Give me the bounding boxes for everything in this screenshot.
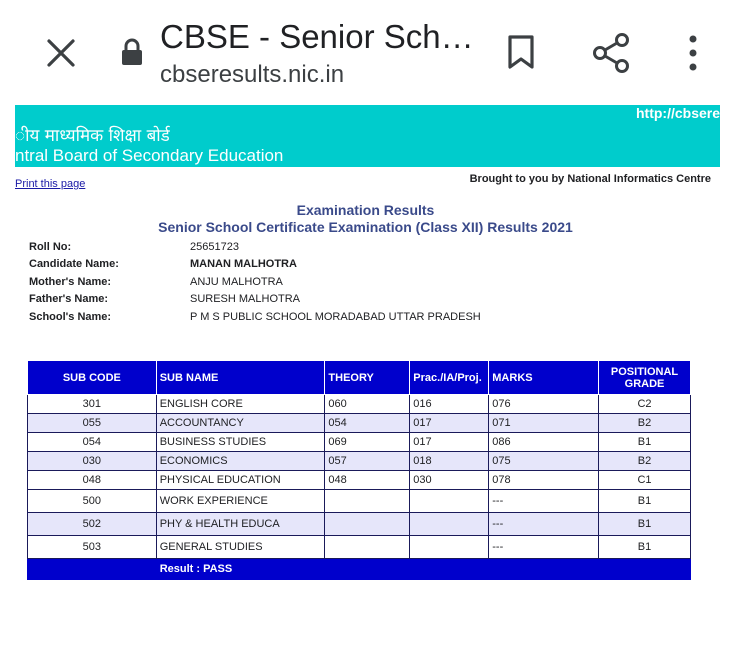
sub-code: 030 [28,452,157,471]
name-label: Candidate Name: [29,258,119,271]
marks: 071 [489,414,599,433]
sub-code: 502 [28,513,157,536]
header-grade: POSITIONAL GRADE [599,361,691,395]
more-vert-icon[interactable] [684,34,702,72]
practical [410,536,489,559]
marks-table [27,360,691,580]
theory [325,490,410,513]
page-title: CBSE - Senior Sch… [160,18,474,55]
sub-code: 500 [28,490,157,513]
practical [410,513,489,536]
sub-code: 054 [28,433,157,452]
exam-title: Examination Results [296,202,435,218]
grade: C2 [599,395,691,414]
mother-value: ANJU MALHOTRA [190,275,283,288]
sub-name: PHY & HEALTH EDUCA [156,513,325,536]
mother-label: Mother's Name: [29,275,112,288]
table-row [28,433,691,452]
grade: B1 [599,513,691,536]
grade: B1 [599,536,691,559]
father-row [29,291,481,309]
roll-row [29,238,481,256]
result-spacer [28,559,157,580]
sub-name: ENGLISH CORE [156,395,325,414]
grade: B1 [599,490,691,513]
sub-code: 503 [28,536,157,559]
grade: B2 [599,414,691,433]
banner-url: http://cbsere [635,105,720,121]
theory [325,513,410,536]
name-row [29,256,481,274]
name-value: MANAN MALHOTRA [190,258,297,271]
sub-name: ECONOMICS [156,452,325,471]
sub-name: BUSINESS STUDIES [156,433,325,452]
header-practical: Prac./IA/Proj. [410,361,489,395]
table-row [28,490,691,513]
table-row [28,452,691,471]
practical: 017 [410,433,489,452]
theory: 069 [325,433,410,452]
sub-code: 301 [28,395,157,414]
practical: 016 [410,395,489,414]
roll-value: 25651723 [190,240,239,253]
theory [325,536,410,559]
sub-code: 055 [28,414,157,433]
father-value: SURESH MALHOTRA [190,293,301,306]
header-marks: MARKS [489,361,599,395]
mother-row [29,273,481,291]
print-page-link[interactable]: Print this page [15,178,86,190]
page-url[interactable]: cbseresults.nic.in [160,61,345,88]
browser-toolbar [0,0,731,100]
table-row [28,536,691,559]
sub-name: WORK EXPERIENCE [156,490,325,513]
theory: 048 [325,471,410,490]
marks: --- [489,536,599,559]
marks: --- [489,513,599,536]
grade: B1 [599,433,691,452]
school-label: School's Name: [29,310,112,323]
table-header-row [28,361,691,395]
table-row [28,395,691,414]
practical [410,490,489,513]
practical: 018 [410,452,489,471]
father-label: Father's Name: [29,293,109,306]
banner-hindi-text: ीय माध्यमिक शिक्षा बोर्ड [15,126,170,146]
result-text: Result : PASS [156,559,690,580]
marks: 078 [489,471,599,490]
candidate-info [29,238,481,326]
exam-subtitle: Senior School Certificate Examination (Class XII) Results 2021 [158,219,573,235]
table-row [28,471,691,490]
grade: B2 [599,452,691,471]
header-sub-code: SUB CODE [28,361,157,395]
brought-by-text: Brought to you by National Informatics Centre [469,173,711,185]
sub-code: 048 [28,471,157,490]
marks: 086 [489,433,599,452]
cbse-banner [15,105,720,167]
marks: --- [489,490,599,513]
table-row [28,414,691,433]
school-value: P M S PUBLIC SCHOOL MORADABAD UTTAR PRADESH [190,310,481,323]
school-row [29,308,481,326]
close-icon[interactable] [44,36,78,70]
marks: 075 [489,452,599,471]
bookmark-icon[interactable] [506,34,536,70]
theory: 054 [325,414,410,433]
practical: 017 [410,414,489,433]
header-theory: THEORY [325,361,410,395]
marks: 076 [489,395,599,414]
theory: 060 [325,395,410,414]
share-icon[interactable] [592,32,630,74]
result-row [28,559,691,580]
banner-english-text: ntral Board of Secondary Education [15,146,284,165]
table-row [28,513,691,536]
theory: 057 [325,452,410,471]
grade: C1 [599,471,691,490]
sub-name: ACCOUNTANCY [156,414,325,433]
lock-icon [121,38,143,66]
practical: 030 [410,471,489,490]
roll-label: Roll No: [29,240,72,253]
header-sub-name: SUB NAME [156,361,325,395]
sub-name: GENERAL STUDIES [156,536,325,559]
sub-name: PHYSICAL EDUCATION [156,471,325,490]
